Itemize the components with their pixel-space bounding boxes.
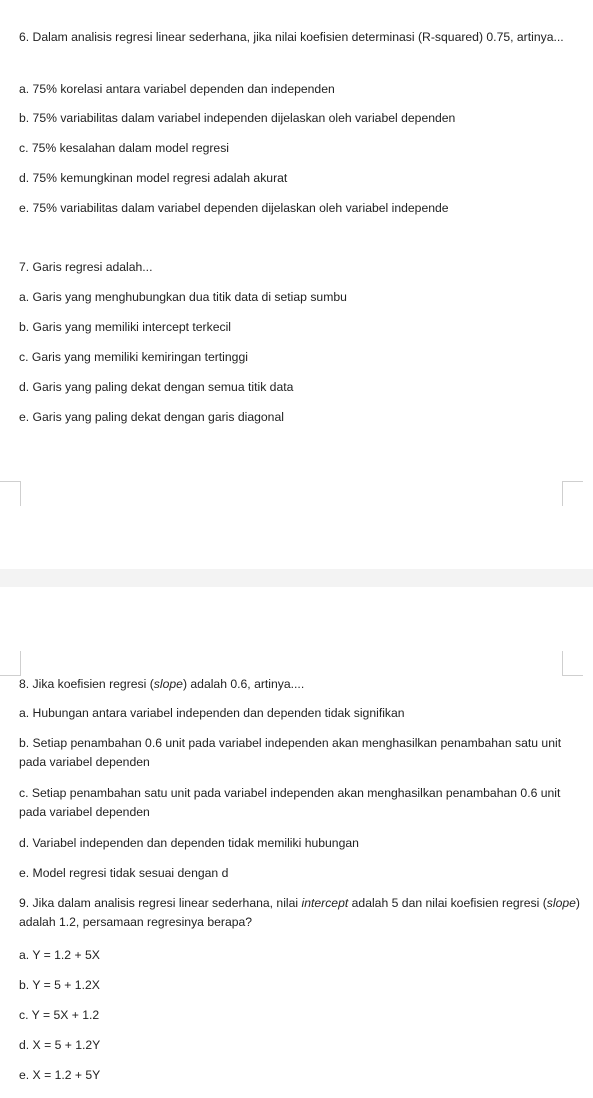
slope-term: slope xyxy=(546,896,576,910)
q6-option-b: b. 75% variabilitas dalam variabel independen dijelaskan oleh variabel dependen xyxy=(19,111,456,125)
q8-option-b: b. Setiap penambahan 0.6 unit pada variabel independen akan menghasilkan penambahan satu unit pada variabel dependen xyxy=(19,736,562,769)
question-8-text: 8. Jika koefisien regresi (slope) adalah 0.6, artinya.... xyxy=(19,677,305,691)
intercept-term: intercept xyxy=(301,896,349,910)
q6-option-d: d. 75% kemungkinan model regresi adalah akurat xyxy=(19,171,288,185)
q7-option-b: b. Garis yang memiliki intercept terkecil xyxy=(19,320,231,334)
q7-option-e: e. Garis yang paling dekat dengan garis diagonal xyxy=(19,410,284,424)
q9-option-a: a. Y = 1.2 + 5X xyxy=(19,948,100,962)
page-break-band xyxy=(0,569,593,587)
q9-option-d: d. X = 5 + 1.2Y xyxy=(19,1038,101,1052)
q8-option-c: c. Setiap penambahan satu unit pada variabel independen akan menghasilkan penambahan 0.6 unit pada variabel dependen xyxy=(19,786,561,819)
q9-option-e: e. X = 1.2 + 5Y xyxy=(19,1068,101,1082)
question-9-text: 9. Jika dalam analisis regresi linear sederhana, nilai intercept adalah 5 dan nilai koefisien regresi (slope) adalah 1.2, persamaan regresinya berapa? xyxy=(19,896,580,929)
page-corner-bottom-right xyxy=(562,481,583,506)
page-corner-top-left xyxy=(0,651,21,676)
page-corner-top-right xyxy=(562,651,583,676)
q7-option-a: a. Garis yang menghubungkan dua titik data di setiap sumbu xyxy=(19,290,347,304)
question-7-text: 7. Garis regresi adalah... xyxy=(19,260,153,274)
slope-term: slope xyxy=(153,677,183,691)
q8-option-e: e. Model regresi tidak sesuai dengan d xyxy=(19,866,229,880)
q6-option-e: e. 75% variabilitas dalam variabel dependen dijelaskan oleh variabel independe xyxy=(19,201,449,215)
q6-option-c: c. 75% kesalahan dalam model regresi xyxy=(19,141,230,155)
question-6-text: 6. Dalam analisis regresi linear sederhana, jika nilai koefisien determinasi (R-squared) 0.75, artinya... xyxy=(19,30,564,44)
q8-option-a: a. Hubungan antara variabel independen dan dependen tidak signifikan xyxy=(19,706,405,720)
q6-option-a: a. 75% korelasi antara variabel dependen dan independen xyxy=(19,82,335,96)
q9-option-c: c. Y = 5X + 1.2 xyxy=(19,1008,100,1022)
q7-option-c: c. Garis yang memiliki kemiringan tertinggi xyxy=(19,350,248,364)
q9-option-b: b. Y = 5 + 1.2X xyxy=(19,978,100,992)
page-corner-bottom-left xyxy=(0,481,21,506)
q7-option-d: d. Garis yang paling dekat dengan semua titik data xyxy=(19,380,294,394)
q8-option-d: d. Variabel independen dan dependen tidak memiliki hubungan xyxy=(19,836,359,850)
